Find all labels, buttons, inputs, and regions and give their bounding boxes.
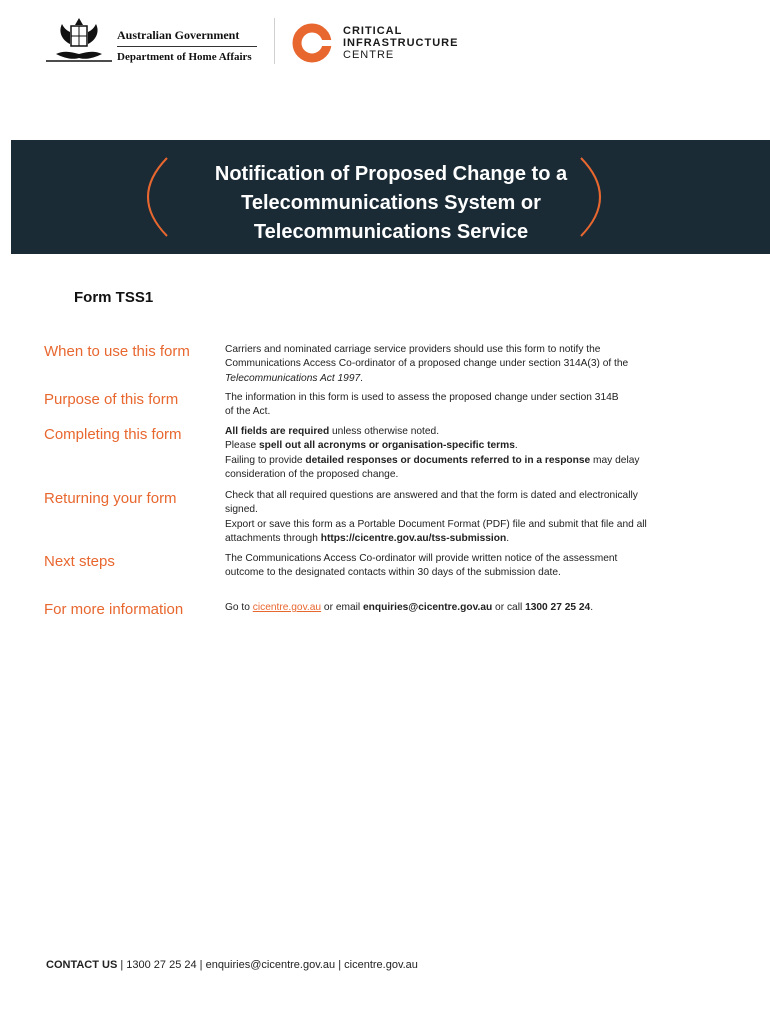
section-body-returning xyxy=(225,489,655,547)
more-mid: or email xyxy=(321,602,363,613)
section-body-more xyxy=(225,601,665,615)
centre-line-3: CENTRE xyxy=(343,49,395,61)
completing-line-1-rest: unless otherwise noted. xyxy=(329,426,440,437)
wordmark-divider xyxy=(117,46,257,47)
completing-line-3-pre: Failing to provide xyxy=(225,454,306,466)
page-header xyxy=(0,0,770,120)
contact-footer xyxy=(46,959,418,971)
section-body-next xyxy=(225,552,655,581)
document-title xyxy=(121,160,661,247)
next-steps-text: The Communications Access Co-ordinator will provide written notice of the assessment outcome to the designated contacts within 30 days of the submission date. xyxy=(225,553,618,579)
government-name: Australian Government xyxy=(117,28,240,42)
centre-line-1: CRITICAL xyxy=(343,25,403,37)
completing-line-2-pre: Please xyxy=(225,440,259,452)
title-line-3: Telecommunications Service xyxy=(253,221,529,243)
centre-line-2: INFRASTRUCTURE xyxy=(343,37,459,49)
section-label-completing: Completing this form xyxy=(44,426,182,443)
more-mid-2: or call xyxy=(492,602,526,613)
completing-line-2-post: . xyxy=(514,440,518,452)
completing-line-3-post: may delay consideration of the proposed change. xyxy=(225,454,640,481)
submission-url: https://cicentre.gov.au/tss-submission xyxy=(320,533,507,545)
when-text-2: . xyxy=(360,372,363,384)
section-label-purpose: Purpose of this form xyxy=(44,391,179,408)
contact-us-label: CONTACT US xyxy=(46,959,118,971)
when-text-1: Carriers and nominated carriage service providers should use this form to notify the Communications Access Co-ordinator of a proposed change under section 314A(3) of the xyxy=(225,344,629,370)
department-name: Department of Home Affairs xyxy=(117,51,252,63)
phone-number: 1300 27 25 24 xyxy=(525,602,591,613)
section-label-returning: Returning your form xyxy=(44,490,177,507)
enquiries-email: enquiries@cicentre.gov.au xyxy=(363,602,493,613)
section-body-purpose xyxy=(225,391,625,420)
centre-wordmark xyxy=(343,25,458,61)
cicentre-link[interactable]: cicentre.gov.au xyxy=(252,602,322,613)
purpose-text: The information in this form is used to assess the proposed change under section 314B of the Act. xyxy=(225,392,619,418)
form-id: Form TSS1 xyxy=(74,289,154,306)
spell-out-acronyms: spell out all acronyms or organisation-specific terms xyxy=(258,440,515,452)
more-pre: Go to xyxy=(225,602,253,613)
more-post: . xyxy=(590,602,594,613)
section-body-when xyxy=(225,343,665,386)
contact-details: | 1300 27 25 24 | enquiries@cicentre.gov.au | cicentre.gov.au xyxy=(117,959,418,971)
section-label-next: Next steps xyxy=(44,553,115,570)
section-body-completing xyxy=(225,425,665,483)
title-line-2: Telecommunications System or xyxy=(241,192,541,214)
coat-of-arms-icon xyxy=(44,14,114,66)
returning-para-1: Check that all required questions are answered and that the form is dated and electronically signed. xyxy=(225,490,638,516)
title-banner xyxy=(11,140,770,254)
all-fields-required: All fields are required xyxy=(225,426,330,437)
section-label-more: For more information xyxy=(44,601,184,618)
government-wordmark xyxy=(117,28,257,64)
critical-infrastructure-centre-logo-icon xyxy=(290,21,334,65)
detailed-responses: detailed responses or documents referred to in a response xyxy=(305,454,591,466)
returning-para-2-post: . xyxy=(506,533,510,545)
section-label-when: When to use this form xyxy=(44,343,190,360)
act-name: Telecommunications Act 1997 xyxy=(225,372,361,384)
returning-para-2-pre: Export or save this form as a Portable Document Format (PDF) file and submit that file and all attachments through xyxy=(225,518,647,545)
title-line-1: Notification of Proposed Change to a xyxy=(214,163,568,185)
logo-separator xyxy=(274,18,275,64)
